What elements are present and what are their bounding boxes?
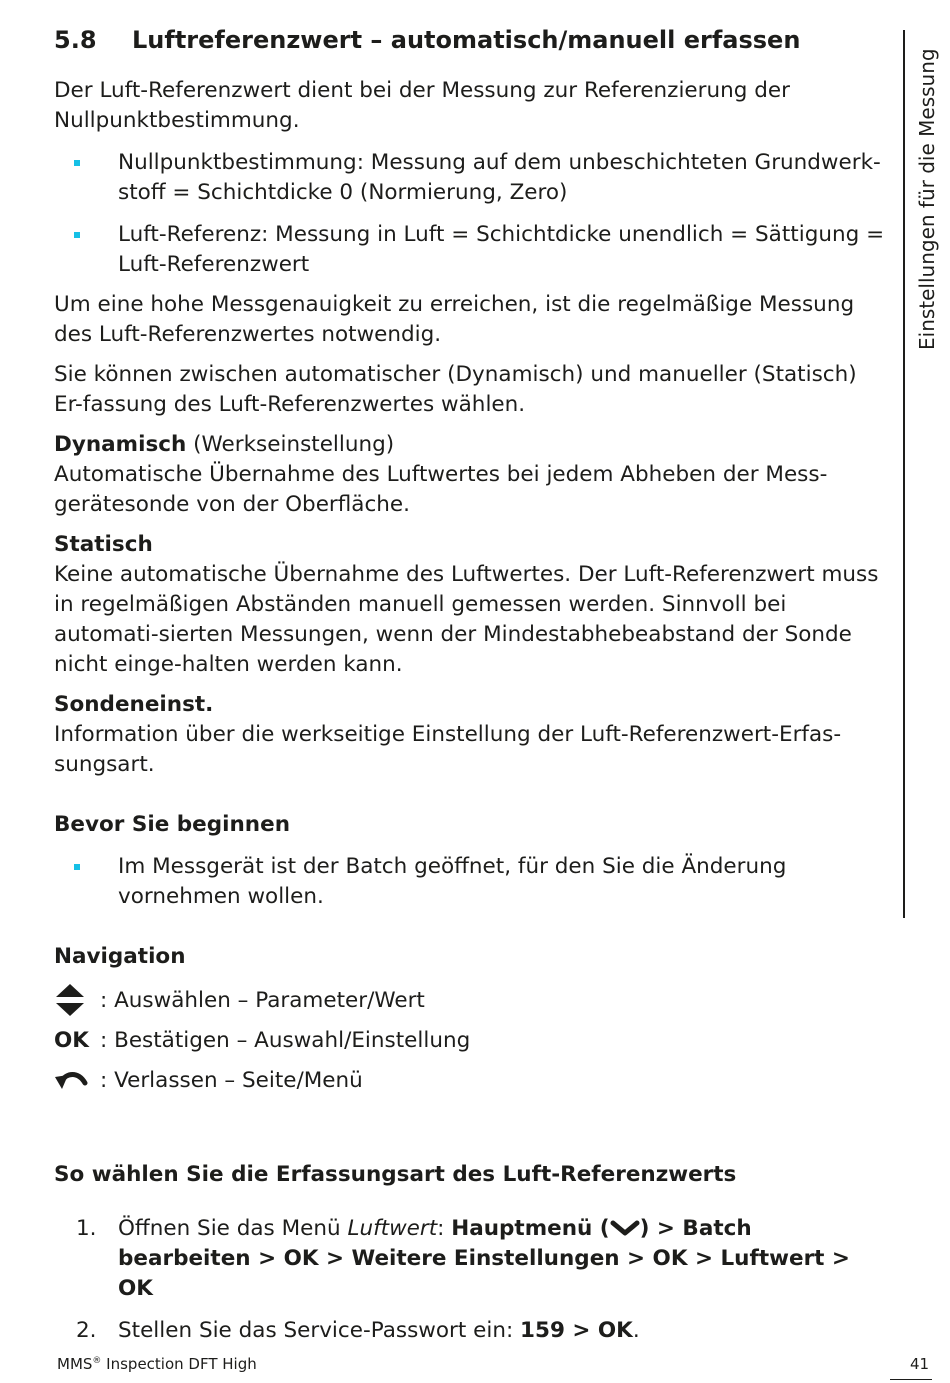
procedure-heading: So wählen Sie die Erfassungsart des Luft-Referenzwerts xyxy=(54,1162,737,1187)
step-colon: : xyxy=(437,1216,452,1241)
statisch-text: Keine automatische Übernahme des Luftwertes. Der Luft-Referenzwert muss in regelmäßigen Abständen manuell gemessen werden. Sinnvoll bei automati-sierten Messungen, wenn der Mindestabhebeabstand der Sonde nicht einge-halten werden kann. xyxy=(54,562,879,677)
bullet-item xyxy=(54,148,890,208)
sidebar-chapter-label: Einstellungen für die Messung xyxy=(915,48,939,350)
page-number: 41 xyxy=(910,1355,930,1373)
statisch-label: Statisch xyxy=(54,532,153,557)
footer-brand: MMS xyxy=(57,1355,93,1373)
menu-path-end: ) > Batch bearbeiten > OK > Weitere Einstellungen > OK > Luftwert > OK xyxy=(118,1216,850,1301)
sondeneinst-block xyxy=(54,690,890,780)
bullet-text: Nullpunktbestimmung: Messung auf dem unbeschichteten Grundwerk-stoff = Schichtdicke 0 (Normierung, Zero) xyxy=(118,150,881,205)
footer-product-name: Inspection DFT High xyxy=(101,1355,257,1373)
menu-path-start: Hauptmenü ( xyxy=(451,1216,610,1241)
step-number: 1. xyxy=(76,1216,97,1241)
step-number: 2. xyxy=(76,1318,97,1343)
bullet-text: Luft-Referenz: Messung in Luft = Schichtdicke unendlich = Sättigung = Luft-Referenzwert xyxy=(118,222,885,277)
step-text-pre: Stellen Sie das Service-Passwort ein: xyxy=(118,1318,521,1343)
step-text-post: . xyxy=(632,1318,640,1343)
password-value: 159 > OK xyxy=(520,1318,633,1343)
bullet-square-icon xyxy=(74,160,80,166)
footer-reg-mark: ® xyxy=(92,1356,102,1366)
page-number-rule xyxy=(890,1379,932,1380)
statisch-block xyxy=(54,530,890,680)
before-heading: Bevor Sie beginnen xyxy=(54,812,290,837)
back-arrow-icon xyxy=(54,1069,100,1091)
up-down-arrows-icon xyxy=(54,982,100,1018)
dynamisch-label: Dynamisch xyxy=(54,432,187,457)
dynamisch-block xyxy=(54,430,890,520)
sondeneinst-label: Sondeneinst. xyxy=(54,692,214,717)
section-number: 5.8 xyxy=(54,26,97,54)
menu-name: Luftwert xyxy=(347,1216,438,1241)
dynamisch-suffix: (Werkseinstellung) xyxy=(186,432,395,457)
bullet-square-icon xyxy=(74,232,80,238)
nav-text: : Auswählen – Parameter/Wert xyxy=(100,987,425,1013)
paragraph-accuracy: Um eine hohe Messgenauigkeit zu erreichen, ist die regelmäßige Messung des Luft-Referenzwertes notwendig. xyxy=(54,292,855,347)
navigation-heading: Navigation xyxy=(54,944,186,969)
paragraph-choice: Sie können zwischen automatischer (Dynamisch) und manueller (Statisch) Er-fassung des Luft-Referenzwertes wählen. xyxy=(54,362,857,417)
nav-row-confirm xyxy=(54,1020,890,1060)
nav-row-select xyxy=(54,980,890,1020)
procedure-step xyxy=(54,1214,890,1304)
chevron-down-icon xyxy=(610,1216,640,1241)
bullet-text: Im Messgerät ist der Batch geöffnet, für den Sie die Änderung vornehmen wollen. xyxy=(118,854,787,909)
bullet-item xyxy=(54,220,890,280)
intro-paragraph: Der Luft-Referenzwert dient bei der Messung zur Referenzierung der Nullpunktbestimmung. xyxy=(54,78,790,133)
nav-text: : Bestätigen – Auswahl/Einstellung xyxy=(100,1027,471,1053)
sondeneinst-text: Information über die werkseitige Einstellung der Luft-Referenzwert-Erfas-sungsart. xyxy=(54,722,842,777)
nav-row-exit xyxy=(54,1060,890,1100)
nav-text: : Verlassen – Seite/Menü xyxy=(100,1067,363,1093)
section-title: Luftreferenzwert – automatisch/manuell erfassen xyxy=(132,26,801,54)
bullet-item xyxy=(54,852,890,912)
ok-key xyxy=(54,1028,100,1053)
bullet-square-icon xyxy=(74,864,80,870)
section-heading xyxy=(54,22,890,58)
ok-key-label: OK xyxy=(54,1027,89,1053)
step-text-pre: Öffnen Sie das Menü xyxy=(118,1216,348,1241)
footer-product xyxy=(57,1355,257,1373)
procedure-step xyxy=(54,1316,890,1346)
sidebar-divider xyxy=(903,30,905,918)
dynamisch-text: Automatische Übernahme des Luftwertes bei jedem Abheben der Mess-gerätesonde von der Oberfläche. xyxy=(54,462,828,517)
page-content xyxy=(54,22,890,1346)
